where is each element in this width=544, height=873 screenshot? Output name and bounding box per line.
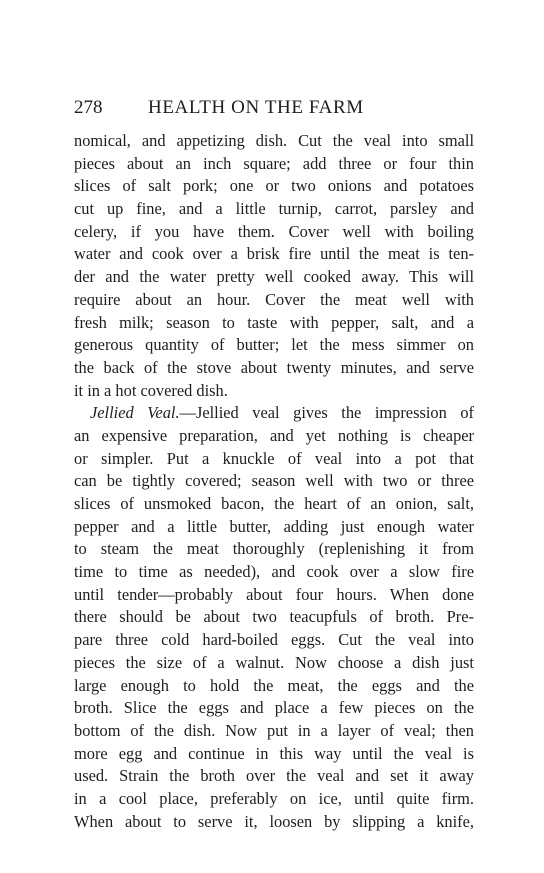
text-line: an expensive preparation, and yet nothing is cheaper [74, 425, 474, 445]
page-number: 278 [74, 97, 103, 118]
text-line: broth. Slice the eggs and place a few pieces on the [74, 698, 474, 718]
text-line: cut up fine, and a little turnip, carrot, parsley and [74, 199, 474, 219]
text-line: to steam the meat thoroughly (replenishing it from [74, 539, 474, 559]
text-line: time to time as needed), and cook over a slow fire [74, 562, 474, 582]
text-line: water and cook over a brisk fire until the meat is ten- [74, 244, 474, 264]
text-line: der and the water pretty well cooked away. This will [74, 267, 474, 287]
text-line: large enough to hold the meat, the eggs and the [74, 675, 474, 695]
text-line: slices of salt pork; one or two onions and potatoes [74, 176, 474, 196]
text-line: generous quantity of butter; let the mess simmer on [74, 335, 474, 355]
running-head: HEALTH ON THE FARM [148, 97, 364, 118]
text-line: pepper and a little butter, adding just enough water [74, 516, 474, 536]
text-line: require about an hour. Cover the meat well with [74, 289, 474, 309]
subhead-title: Jellied Veal. [90, 403, 180, 423]
text-line: until tender—probably about four hours. When done [74, 584, 474, 604]
text-line: more egg and continue in this way until the veal is [74, 743, 474, 763]
text-line: pieces about an inch square; add three or four thin [74, 153, 474, 173]
text-line: fresh milk; season to taste with pepper, salt, and a [74, 312, 474, 332]
text-line: the back of the stove about twenty minutes, and serve [74, 357, 474, 377]
text-line: nomical, and appetizing dish. Cut the veal into small [74, 131, 474, 150]
body-text [74, 130, 474, 833]
text-line: can be tightly covered; season well with two or three [74, 471, 474, 491]
running-header [74, 96, 474, 120]
text-line: pieces the size of a walnut. Now choose a dish just [74, 652, 474, 672]
text-line: pare three cold hard-boiled eggs. Cut the veal into [74, 630, 474, 650]
text-line: in a cool place, preferably on ice, until quite firm. [74, 788, 474, 808]
text-line: slices of unsmoked bacon, the heart of an onion, salt, [74, 494, 474, 513]
text-line: it in a hot covered dish. [74, 380, 228, 400]
text-line: or simpler. Put a knuckle of veal into a pot that [74, 448, 474, 468]
text-line: celery, if you have them. Cover well with boiling [74, 221, 474, 241]
text-line: used. Strain the broth over the veal and set it away [74, 766, 474, 786]
text-line: bottom of the dish. Now put in a layer of veal; then [74, 720, 474, 740]
subhead-text: —Jellied veal gives the impression of [179, 403, 474, 423]
subhead-line [74, 402, 474, 425]
text-line: there should be about two teacupfuls of broth. Pre- [74, 607, 474, 627]
text-line: When about to serve it, loosen by slipping a knife, [74, 811, 474, 831]
